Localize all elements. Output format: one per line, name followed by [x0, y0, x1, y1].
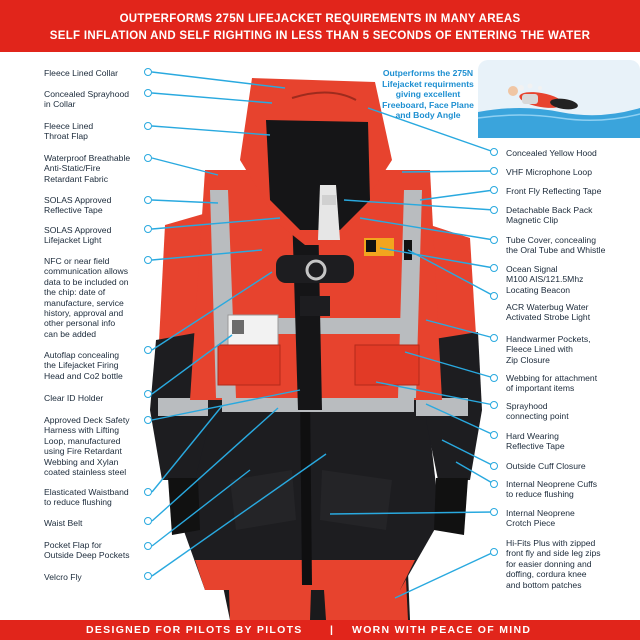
feature-label-waist-belt: [44, 518, 144, 528]
bullet-dot: [144, 256, 152, 264]
feature-label-crotch-piece: [506, 508, 638, 529]
feature-label-concealed-sprayhood: [44, 89, 144, 110]
label-line: SOLAS Approved: [44, 195, 112, 205]
label-line: Hi-Fits Plus with zipped: [506, 538, 596, 548]
bullet-dot: [490, 431, 498, 439]
feature-label-fleece-collar: [44, 68, 144, 78]
bullet-dot: [490, 167, 498, 175]
bullet-dot: [490, 548, 498, 556]
label-line: Webbing and Xylan: [44, 456, 119, 467]
label-line: to reduce flushing: [44, 497, 112, 508]
label-line: Harness with Lifting: [44, 425, 119, 436]
label-line: Tube Cover, concealing: [506, 235, 596, 245]
label-line: for easier donning and: [506, 558, 592, 569]
feature-label-lifejacket-light: [44, 225, 144, 246]
label-line: Elasticated Waistband: [44, 487, 129, 497]
bullet-dot: [144, 154, 152, 162]
feature-label-throat-flap: [44, 121, 144, 142]
label-line: Approved Deck Safety: [44, 415, 130, 425]
feature-label-nfc: [44, 256, 144, 339]
feature-label-magnetic-clip: [506, 205, 638, 226]
feature-label-vhf-loop: [506, 167, 638, 177]
label-line: Retardant Fabric: [44, 173, 109, 184]
headline-line-1: OUTPERFORMS 275N LIFEJACKET REQUIREMENTS IN MANY AREAS: [119, 13, 521, 25]
label-line: manufacture, service: [44, 297, 124, 308]
feature-label-autoflap: [44, 350, 144, 381]
callout-line: Freeboard, Face Plane: [382, 99, 474, 110]
feature-label-hard-wearing-tape: [506, 431, 638, 452]
label-line: Reflective Tape: [44, 205, 103, 216]
label-line: Front Fly Reflecting Tape: [506, 186, 602, 196]
tagline-left: DESIGNED FOR PILOTS BY PILOTS: [86, 624, 303, 636]
label-line: front fly and side leg zips: [506, 548, 601, 559]
label-line: of important items: [506, 383, 575, 394]
label-line: Handwarmer Pockets,: [506, 334, 591, 344]
label-line: Internal Neoprene Cuffs: [506, 479, 598, 489]
label-line: history, approval and: [44, 308, 124, 319]
feature-label-tube-cover: [506, 235, 638, 256]
label-line: can be added: [44, 328, 97, 339]
bullet-dot: [144, 225, 152, 233]
headline-line-2: SELF INFLATION AND SELF RIGHTING IN LESS THAN 5 SECONDS OF ENTERING THE WATER: [49, 30, 591, 42]
bullet-dot: [144, 390, 152, 398]
bullet-dot: [144, 488, 152, 496]
label-line: Throat Flap: [44, 131, 88, 142]
feature-label-strobe: [506, 302, 638, 323]
bullet-dot: [490, 401, 498, 409]
feature-label-neoprene-cuffs: [506, 479, 638, 500]
callout-line: Outperforms the 275N: [382, 68, 474, 78]
feature-label-pocket-flap: [44, 540, 144, 561]
label-line: the chip: date of: [44, 287, 106, 298]
bullet-dot: [144, 542, 152, 550]
label-line: Velcro Fly: [44, 572, 82, 582]
label-line: using Fire Retardant: [44, 446, 122, 457]
label-line: Concealed Yellow Hood: [506, 148, 597, 158]
feature-label-sprayhood-point: [506, 401, 638, 422]
feature-label-reflective-tape: [44, 195, 144, 216]
label-line: Sprayhood: [506, 401, 548, 411]
label-line: Detachable Back Pack: [506, 205, 593, 215]
label-line: connecting point: [506, 411, 569, 422]
label-line: the Lifejacket Firing: [44, 360, 119, 371]
bullet-dot: [490, 236, 498, 244]
label-line: Magnetic Clip: [506, 215, 559, 226]
bullet-dot: [490, 292, 498, 300]
label-line: ACR Waterbug Water: [506, 302, 589, 312]
label-line: in Collar: [44, 99, 76, 110]
label-line: Hard Wearing: [506, 431, 559, 441]
label-line: Activated Strobe Light: [506, 312, 591, 323]
bullet-dot: [490, 508, 498, 516]
bullet-dot: [144, 122, 152, 130]
label-line: VHF Microphone Loop: [506, 167, 592, 177]
bullet-dot: [144, 196, 152, 204]
label-line: the Oral Tube and Whistle: [506, 245, 606, 256]
feature-label-handwarmer: [506, 334, 638, 365]
lower-jacket: [180, 390, 440, 590]
feature-label-beacon: [506, 264, 638, 295]
feature-label-yellow-hood: [506, 148, 638, 158]
label-line: communication allows: [44, 266, 129, 277]
tagline-divider: |: [330, 624, 335, 636]
label-line: Ocean Signal: [506, 264, 558, 274]
label-line: Waterproof Breathable: [44, 153, 131, 163]
label-line: Clear ID Holder: [44, 393, 104, 403]
label-line: Webbing for attachment: [506, 373, 598, 383]
bullet-dot: [144, 416, 152, 424]
top-banner: [0, 0, 640, 52]
label-line: Head and Co2 bottle: [44, 370, 123, 381]
bullet-dot: [490, 374, 498, 382]
label-line: Internal Neoprene: [506, 508, 575, 518]
callout-text: [372, 68, 484, 121]
label-line: Lifejacket Light: [44, 235, 102, 246]
label-line: Concealed Sprayhood: [44, 89, 130, 99]
bullet-dot: [144, 517, 152, 525]
feature-label-cuff-closure: [506, 461, 638, 471]
tagline-right: WORN WITH PEACE OF MIND: [352, 624, 532, 636]
feature-label-harness: [44, 415, 144, 477]
label-line: Locating Beacon: [506, 284, 571, 295]
bottom-banner: [0, 620, 640, 640]
label-line: Fleece Lined with: [506, 344, 573, 355]
label-line: Waist Belt: [44, 518, 83, 528]
label-line: Reflective Tape: [506, 441, 565, 452]
label-line: Autoflap concealing: [44, 350, 120, 360]
label-line: data to be included on: [44, 276, 129, 287]
label-line: and bottom patches: [506, 579, 582, 590]
label-line: to reduce flushing: [506, 489, 574, 500]
bullet-dot: [490, 480, 498, 488]
label-line: Fleece Lined Collar: [44, 68, 119, 78]
feature-label-webbing: [506, 373, 638, 394]
bullet-dot: [490, 264, 498, 272]
feature-label-waistband: [44, 487, 144, 508]
feature-label-hi-fits-plus: [506, 538, 638, 590]
bullet-dot: [144, 68, 152, 76]
label-line: Fleece Lined: [44, 121, 94, 131]
bullet-dot: [490, 334, 498, 342]
label-line: coated stainless steel: [44, 467, 127, 478]
flotation-inset: [478, 60, 640, 138]
label-line: Outside Deep Pockets: [44, 550, 130, 561]
callout-line: Lifejacket requirments: [382, 78, 474, 89]
label-line: SOLAS Approved: [44, 225, 112, 235]
label-line: Crotch Piece: [506, 518, 556, 529]
bullet-dot: [490, 462, 498, 470]
feature-label-velcro-fly: [44, 572, 144, 582]
callout-line: and Body Angle: [395, 110, 461, 120]
label-line: M100 AIS/121.5Mhz: [506, 274, 584, 285]
label-line: Outside Cuff Closure: [506, 461, 586, 471]
bullet-dot: [144, 346, 152, 354]
feature-label-fly-tape: [506, 186, 638, 196]
feature-label-fabric: [44, 153, 144, 184]
label-line: Loop, manufactured: [44, 435, 121, 446]
feature-label-id-holder: [44, 393, 144, 403]
bullet-dot: [144, 572, 152, 580]
label-line: Zip Closure: [506, 354, 550, 365]
bullet-dot: [490, 186, 498, 194]
label-line: doffing, cordura knee: [506, 569, 587, 580]
bullet-dot: [490, 148, 498, 156]
callout-line: giving excellent: [395, 89, 461, 99]
label-line: Pocket Flap for: [44, 540, 102, 550]
bullet-dot: [144, 89, 152, 97]
label-line: other personal info: [44, 318, 116, 329]
label-line: NFC or near field: [44, 256, 110, 266]
label-line: Anti-Static/Fire: [44, 163, 101, 174]
bullet-dot: [490, 206, 498, 214]
